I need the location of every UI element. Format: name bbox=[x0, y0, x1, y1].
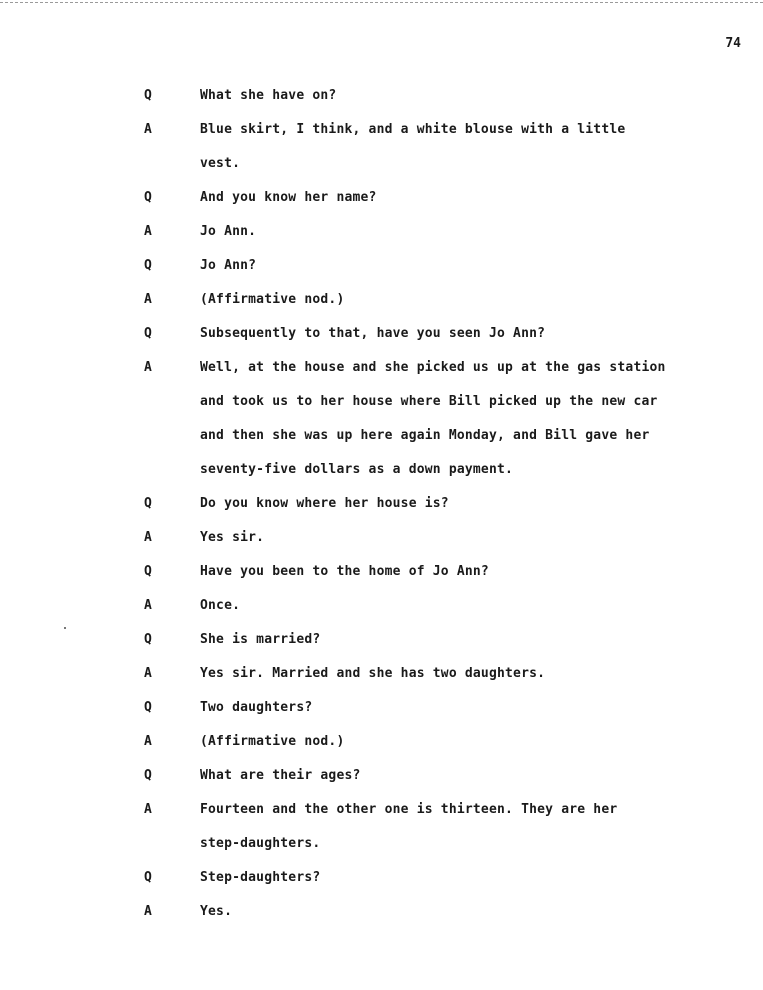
line-text: What she have on? bbox=[200, 88, 337, 103]
transcript-line bbox=[0, 832, 763, 866]
speaker-label: A bbox=[144, 598, 153, 613]
line-text: And you know her name? bbox=[200, 190, 377, 205]
transcript-line bbox=[0, 118, 763, 152]
transcript-line bbox=[0, 662, 763, 696]
speaker-label: A bbox=[144, 666, 153, 681]
speaker-label: Q bbox=[144, 88, 153, 103]
transcript-line bbox=[0, 254, 763, 288]
speaker-label: A bbox=[144, 904, 153, 919]
line-text: (Affirmative nod.) bbox=[200, 292, 345, 307]
transcript-line bbox=[0, 322, 763, 356]
transcript-line bbox=[0, 458, 763, 492]
line-text: and then she was up here again Monday, and Bill gave her bbox=[200, 428, 650, 443]
line-text: vest. bbox=[200, 156, 241, 171]
page-number: 74 bbox=[725, 36, 741, 51]
speaker-label: A bbox=[144, 802, 153, 817]
speaker-label: Q bbox=[144, 700, 153, 715]
scan-speck bbox=[64, 627, 66, 629]
transcript-line bbox=[0, 798, 763, 832]
speaker-label: Q bbox=[144, 190, 153, 205]
page-top-rule bbox=[0, 2, 763, 3]
transcript-line bbox=[0, 594, 763, 628]
speaker-label: A bbox=[144, 122, 153, 137]
line-text: Step-daughters? bbox=[200, 870, 321, 885]
line-text: Two daughters? bbox=[200, 700, 313, 715]
line-text: (Affirmative nod.) bbox=[200, 734, 345, 749]
transcript-line bbox=[0, 764, 763, 798]
transcript-line bbox=[0, 424, 763, 458]
speaker-label: Q bbox=[144, 870, 153, 885]
transcript-line bbox=[0, 866, 763, 900]
transcript-line bbox=[0, 152, 763, 186]
transcript-line bbox=[0, 900, 763, 934]
line-text: Do you know where her house is? bbox=[200, 496, 449, 511]
transcript-line bbox=[0, 220, 763, 254]
transcript-line bbox=[0, 730, 763, 764]
transcript-line bbox=[0, 356, 763, 390]
line-text: Jo Ann. bbox=[200, 224, 257, 239]
transcript-line bbox=[0, 390, 763, 424]
speaker-label: Q bbox=[144, 564, 153, 579]
line-text: Jo Ann? bbox=[200, 258, 257, 273]
speaker-label: Q bbox=[144, 768, 153, 783]
transcript-line bbox=[0, 628, 763, 662]
speaker-label: Q bbox=[144, 258, 153, 273]
line-text: Well, at the house and she picked us up at the gas station bbox=[200, 360, 666, 375]
transcript-line bbox=[0, 84, 763, 118]
line-text: Subsequently to that, have you seen Jo Ann? bbox=[200, 326, 546, 341]
transcript-line bbox=[0, 696, 763, 730]
line-text: and took us to her house where Bill picked up the new car bbox=[200, 394, 658, 409]
line-text: Yes sir. bbox=[200, 530, 265, 545]
speaker-label: Q bbox=[144, 496, 153, 511]
speaker-label: Q bbox=[144, 632, 153, 647]
line-text: step-daughters. bbox=[200, 836, 321, 851]
line-text: Have you been to the home of Jo Ann? bbox=[200, 564, 489, 579]
transcript-line bbox=[0, 288, 763, 322]
line-text: Yes. bbox=[200, 904, 233, 919]
line-text: She is married? bbox=[200, 632, 321, 647]
speaker-label: A bbox=[144, 224, 153, 239]
transcript-body bbox=[0, 84, 763, 934]
line-text: What are their ages? bbox=[200, 768, 361, 783]
transcript-line bbox=[0, 186, 763, 220]
line-text: Blue skirt, I think, and a white blouse with a little bbox=[200, 122, 626, 137]
line-text: Yes sir. Married and she has two daughters. bbox=[200, 666, 546, 681]
speaker-label: A bbox=[144, 530, 153, 545]
speaker-label: A bbox=[144, 292, 153, 307]
line-text: seventy-five dollars as a down payment. bbox=[200, 462, 514, 477]
transcript-line bbox=[0, 526, 763, 560]
speaker-label: Q bbox=[144, 326, 153, 341]
transcript-line bbox=[0, 492, 763, 526]
line-text: Once. bbox=[200, 598, 241, 613]
speaker-label: A bbox=[144, 360, 153, 375]
transcript-line bbox=[0, 560, 763, 594]
speaker-label: A bbox=[144, 734, 153, 749]
line-text: Fourteen and the other one is thirteen. They are her bbox=[200, 802, 618, 817]
